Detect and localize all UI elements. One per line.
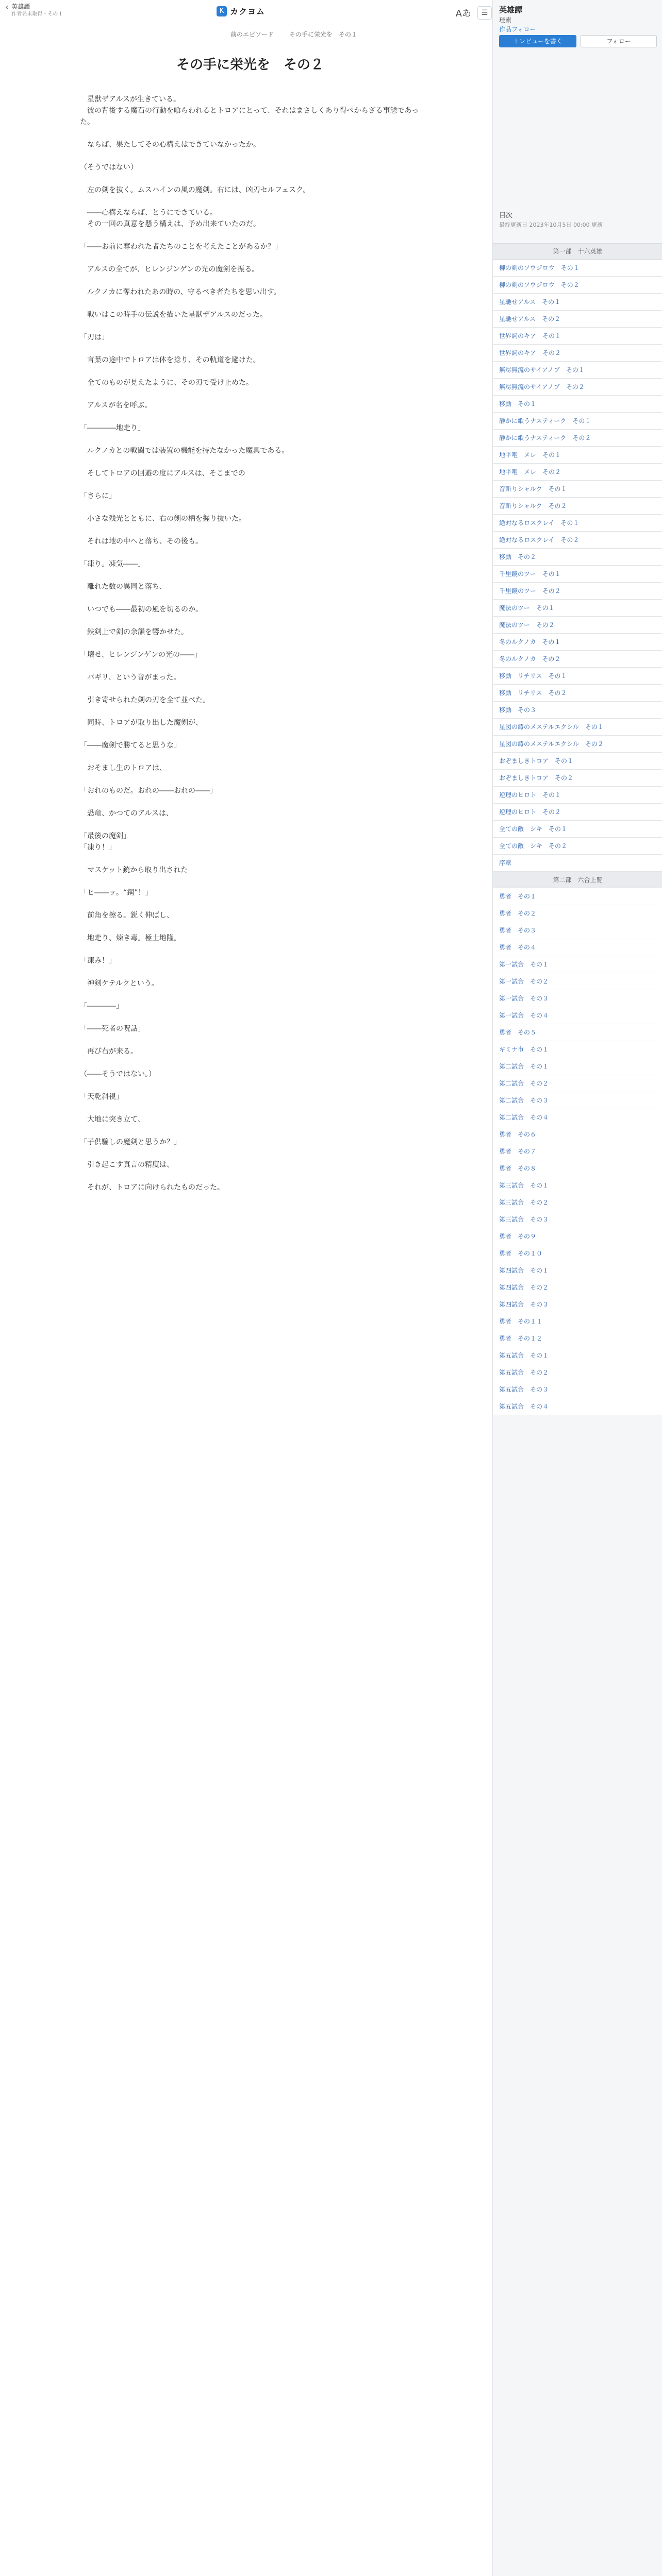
body-paragraph: 「――――地走り」 xyxy=(80,424,145,432)
body-paragraph: 「壊せ、ヒレンジンゲンの光の――」 xyxy=(80,651,202,659)
body-paragraph: ならば、果たしてその心構えはできていなかったか。 xyxy=(80,141,260,149)
body-paragraph xyxy=(80,479,420,490)
body-paragraph xyxy=(80,638,420,649)
toc-episode-link[interactable]: 第一試合 その１ xyxy=(493,956,662,973)
toc-episode-link[interactable]: 移動 その３ xyxy=(493,702,662,719)
last-updated: 最終更新日 2023年10月5日 00:00 更新 xyxy=(499,222,603,228)
body-paragraph xyxy=(80,592,420,604)
body-paragraph xyxy=(80,819,420,831)
body-paragraph xyxy=(80,1080,420,1091)
body-paragraph: 「子供騙しの魔剣と思うか？」 xyxy=(80,1138,181,1146)
toc-episode-link[interactable]: 移動 その１ xyxy=(493,396,662,413)
follow-button[interactable]: フォロー xyxy=(581,35,657,47)
prev-episode-link[interactable]: 前のエピソード xyxy=(230,31,274,38)
body-paragraph: 地走り、煉き毒。極土地隆。 xyxy=(80,934,181,942)
body-paragraph: そしてトロアの回避の度にアルスは、そこまでの xyxy=(80,469,245,478)
toc-episode-link[interactable]: 柳の剣のソウジロウ その１ xyxy=(493,260,662,277)
body-paragraph xyxy=(80,252,420,264)
body-paragraph xyxy=(80,1012,420,1023)
toc-episode-link[interactable]: 勇者 その１ xyxy=(493,888,662,905)
toc-episode-link[interactable]: 地平咆 メレ その１ xyxy=(493,447,662,464)
episode-content xyxy=(80,54,420,1193)
toc-episode-link[interactable]: 星図の鋳のメステルエクシル その２ xyxy=(493,736,662,753)
body-paragraph xyxy=(80,1103,420,1114)
episode-body xyxy=(80,94,420,1193)
body-paragraph: 「刃は」 xyxy=(80,333,109,342)
toc-episode-link[interactable]: 第四試合 その３ xyxy=(493,1296,662,1313)
body-paragraph: 「さらに」 xyxy=(80,492,116,500)
toc-episode-link[interactable]: 地平咆 メレ その２ xyxy=(493,464,662,481)
body-paragraph: 彼の背後する魔石の行動を喰らわれるとトロアにとって、それはまさしくあり得べからざる事態であった。 xyxy=(80,107,419,126)
body-paragraph xyxy=(80,967,420,978)
toc-episode-link[interactable]: 絶対なるロスクレイ その２ xyxy=(493,532,662,549)
follow-count[interactable]: 作品フォロー xyxy=(499,26,536,33)
body-paragraph: 恐竜、かつてのアルスは、 xyxy=(80,809,174,818)
body-paragraph: ルクノカに奪われたあの時の、守るべき者たちを思い出す。 xyxy=(80,288,281,296)
body-paragraph xyxy=(80,899,420,910)
toc-episode-link[interactable]: 千里鏡のツー その１ xyxy=(493,566,662,583)
toc-episode-link[interactable]: 勇者 その１２ xyxy=(493,1330,662,1347)
toc-episode-link[interactable]: 第二試合 その１ xyxy=(493,1058,662,1075)
toc-episode-link[interactable]: おぞましきトロア その２ xyxy=(493,770,662,787)
toc-episode-link[interactable]: 星馳せアルス その１ xyxy=(493,294,662,311)
toc-episode-link[interactable]: 第五試合 その４ xyxy=(493,1398,662,1415)
body-paragraph xyxy=(80,1171,420,1182)
toc-episode-link[interactable]: 第五試合 その２ xyxy=(493,1364,662,1381)
body-paragraph: 「最後の魔剣」 xyxy=(80,832,130,840)
work-author: 作者名未取得・その１ xyxy=(11,11,63,17)
body-paragraph xyxy=(80,230,420,241)
body-paragraph: 神剣ケテルクという。 xyxy=(80,979,159,988)
toc-episode-link[interactable]: 第一試合 その４ xyxy=(493,1007,662,1024)
body-paragraph xyxy=(80,796,420,808)
toc-episode-link[interactable]: 逆理のヒロト その２ xyxy=(493,804,662,821)
toc-episode-link[interactable]: 絶対なるロスクレイ その１ xyxy=(493,515,662,532)
body-paragraph xyxy=(80,1035,420,1046)
menu-icon[interactable]: ☰ xyxy=(477,6,492,20)
toc-episode-link[interactable]: 第三試合 その３ xyxy=(493,1211,662,1228)
body-paragraph: 「凍り！」 xyxy=(80,843,116,852)
sidebar xyxy=(492,0,662,2576)
body-paragraph: ルクノカとの戦闘では装置の機能を持たなかった魔具である。 xyxy=(80,447,289,455)
body-paragraph: アルスの全てが、ヒレンジンゲンの光の魔剣を振る。 xyxy=(80,265,259,274)
text-settings-button[interactable]: Aあ xyxy=(455,8,471,19)
body-paragraph: それは地の中へと落ち、その後も。 xyxy=(80,537,203,546)
body-paragraph xyxy=(80,388,420,400)
body-paragraph: （そうではない） xyxy=(80,163,138,172)
toc-episode-link[interactable]: 勇者 その２ xyxy=(493,905,662,922)
toc-episode-link[interactable]: 魔法のツー その２ xyxy=(493,617,662,634)
toc-episode-link[interactable]: 静かに歌うナスティーク その２ xyxy=(493,430,662,447)
body-paragraph: （――そうではない。） xyxy=(80,1070,156,1078)
body-paragraph: その一回の真意を懸う構えは、予め出来ていたのだ。 xyxy=(80,220,260,228)
body-paragraph: 「おれのものだ。おれの――おれの――」 xyxy=(80,787,217,795)
toc-episode-link[interactable]: 第二試合 その２ xyxy=(493,1075,662,1092)
sidebar-work-title[interactable]: 英雄譚 xyxy=(499,5,523,14)
body-paragraph: 「天乾斜視」 xyxy=(80,1093,123,1101)
toc-episode-link[interactable]: 第四試合 その１ xyxy=(493,1262,662,1279)
toc-episode-link[interactable]: 勇者 その３ xyxy=(493,922,662,939)
body-paragraph: 鉄剣上で剣の余韻を響かせた。 xyxy=(80,628,188,636)
body-paragraph xyxy=(80,320,420,332)
toc-episode-link[interactable]: 勇者 その４ xyxy=(493,939,662,956)
toc-episode-link[interactable]: 第三試合 その１ xyxy=(493,1177,662,1194)
body-paragraph xyxy=(80,343,420,354)
body-paragraph xyxy=(80,751,420,762)
body-paragraph xyxy=(80,1057,420,1069)
toc-episode-link[interactable]: 逆理のヒロト その１ xyxy=(493,787,662,804)
body-paragraph: 戦いはこの時手の伝説を描いた星獣ザアルスのだった。 xyxy=(80,311,268,319)
body-paragraph xyxy=(80,502,420,513)
work-header[interactable] xyxy=(5,3,63,18)
episode-navigation xyxy=(175,30,412,41)
toc-episode-link[interactable]: 勇者 その５ xyxy=(493,1024,662,1041)
toc-episode-link[interactable]: 冬のルクノカ その２ xyxy=(493,651,662,668)
body-paragraph xyxy=(80,1148,420,1159)
toc-episode-link[interactable]: 世界詞のキア その２ xyxy=(493,345,662,362)
toc-episode-link[interactable]: 全ての敵 シキ その１ xyxy=(493,821,662,838)
site-name: カクヨム xyxy=(230,7,266,16)
toc-episode-link[interactable]: ギミナ市 その１ xyxy=(493,1041,662,1058)
back-icon[interactable]: ‹ xyxy=(5,2,9,12)
body-paragraph xyxy=(80,660,420,672)
body-paragraph: 言葉の途中でトロアは体を捻り、その軌道を避けた。 xyxy=(80,356,260,364)
body-paragraph xyxy=(80,1125,420,1137)
body-paragraph: ――心構えならば、とうにできている。 xyxy=(80,209,217,217)
body-paragraph: 「凍り。凍気――」 xyxy=(80,560,145,568)
toc-episode-link[interactable]: 第一試合 その２ xyxy=(493,973,662,990)
body-paragraph: 「――――」 xyxy=(80,1002,123,1010)
toc-episode-link[interactable]: 第五試合 その３ xyxy=(493,1381,662,1398)
body-paragraph: 前角を擦る。鋭く伸ばし、 xyxy=(80,911,174,920)
write-review-button[interactable]: ＋レビューを書く xyxy=(499,35,576,47)
toc-episode-link[interactable]: 勇者 その１１ xyxy=(493,1313,662,1330)
toc-episode-link[interactable]: 第四試合 その２ xyxy=(493,1279,662,1296)
body-paragraph: 星獣ザアルスが生きている。 xyxy=(80,95,181,104)
body-paragraph: 「――魔剣で勝てると思うな」 xyxy=(80,741,181,750)
body-paragraph xyxy=(80,128,420,139)
body-paragraph: おそまし生のトロアは、 xyxy=(80,764,167,772)
body-paragraph xyxy=(80,615,420,626)
toc-episode-link[interactable]: 音斬りシャルク その１ xyxy=(493,481,662,498)
toc-episode-link[interactable]: 第二試合 その４ xyxy=(493,1109,662,1126)
body-paragraph: 小さな残光とともに、右の剣の柄を握り抜いた。 xyxy=(80,515,246,523)
body-paragraph xyxy=(80,683,420,694)
body-paragraph: 「凍み！」 xyxy=(80,957,116,965)
toc-episode-link[interactable]: 星図の鋳のメステルエクシル その１ xyxy=(493,719,662,736)
body-paragraph xyxy=(80,298,420,309)
body-paragraph: 全てのものが見えたように、その刃で受け止めた。 xyxy=(80,379,253,387)
body-paragraph: 左の剣を抜く。ムスハインの風の魔剣。右には、凶刃セルフェスク。 xyxy=(80,186,310,194)
toc-episode-link[interactable]: 第三試合 その２ xyxy=(493,1194,662,1211)
body-paragraph xyxy=(80,366,420,377)
toc-episode-link[interactable]: 勇者 その１０ xyxy=(493,1245,662,1262)
body-paragraph xyxy=(80,876,420,887)
toc-episode-link[interactable]: 千里鏡のツー その２ xyxy=(493,583,662,600)
toc-episode-link[interactable]: 移動 リチリス その１ xyxy=(493,668,662,685)
body-paragraph: 「ヒ――ッ。“鋼”！」 xyxy=(80,889,153,897)
table-of-contents xyxy=(493,243,662,1415)
body-paragraph xyxy=(80,706,420,717)
toc-episode-link[interactable]: 勇者 その９ xyxy=(493,1228,662,1245)
body-paragraph: 引き寄せられた剣の刃を全て並べた。 xyxy=(80,696,210,704)
toc-episode-link[interactable]: 静かに歌うナスティーク その１ xyxy=(493,413,662,430)
body-paragraph: バギリ、という音がまった。 xyxy=(80,673,181,682)
toc-episode-link[interactable]: 魔法のツー その１ xyxy=(493,600,662,617)
body-paragraph xyxy=(80,921,420,933)
body-paragraph: いつでも――最初の風を切るのか。 xyxy=(80,605,203,614)
kakuyomu-logo-icon: K xyxy=(217,6,227,16)
toc-episode-link[interactable]: 勇者 その７ xyxy=(493,1143,662,1160)
toc-episode-link[interactable]: 星馳せアルス その２ xyxy=(493,311,662,328)
body-paragraph: 大地に突き立て、 xyxy=(80,1115,145,1124)
toc-heading: 目次 xyxy=(499,212,513,219)
body-paragraph: 再び右が来る。 xyxy=(80,1047,138,1056)
body-paragraph xyxy=(80,411,420,422)
toc-episode-link[interactable]: 柳の剣のソウジロウ その２ xyxy=(493,277,662,294)
chapter-heading: 第一部 十六英雄 xyxy=(493,243,662,260)
work-title[interactable]: 英雄譚 xyxy=(11,3,30,10)
toc-episode-link[interactable]: 移動 リチリス その２ xyxy=(493,685,662,702)
body-paragraph xyxy=(80,456,420,468)
site-logo[interactable] xyxy=(217,5,265,17)
toc-episode-link[interactable]: 第一試合 その３ xyxy=(493,990,662,1007)
body-paragraph xyxy=(80,173,420,184)
body-paragraph xyxy=(80,989,420,1001)
toc-episode-link[interactable]: 第五試合 その１ xyxy=(493,1347,662,1364)
body-paragraph xyxy=(80,547,420,558)
current-episode-label: その手に栄光を その１ xyxy=(289,31,358,38)
chapter-heading: 第二部 六合上覧 xyxy=(493,872,662,888)
body-paragraph: 「――お前に奪われた者たちのことを考えたことがあるか？」 xyxy=(80,243,282,251)
body-paragraph xyxy=(80,853,420,865)
episode-title: その手に栄光を その２ xyxy=(176,57,324,73)
toc-episode-link[interactable]: 無尽無流のサイアノプ その２ xyxy=(493,379,662,396)
body-paragraph: 「――死者の呪話」 xyxy=(80,1025,145,1033)
body-paragraph: それが、トロアに向けられたものだった。 xyxy=(80,1183,224,1192)
toc-episode-link[interactable]: 序章 xyxy=(493,855,662,872)
toc-episode-link[interactable]: 冬のルクノカ その１ xyxy=(493,634,662,651)
body-paragraph xyxy=(80,275,420,286)
body-paragraph xyxy=(80,524,420,536)
body-paragraph: 引き起こす真言の精度は、 xyxy=(80,1161,174,1169)
toc-episode-link[interactable]: 勇者 その８ xyxy=(493,1160,662,1177)
toc-episode-link[interactable]: 音斬りシャルク その２ xyxy=(493,498,662,515)
toc-episode-link[interactable]: 第二試合 その３ xyxy=(493,1092,662,1109)
body-paragraph: マスケット銃から取り出された xyxy=(80,866,188,874)
toc-episode-link[interactable]: おぞましきトロア その１ xyxy=(493,753,662,770)
body-paragraph: 離れた数の異同と落ち、 xyxy=(80,583,167,591)
body-paragraph xyxy=(80,150,420,162)
toc-episode-link[interactable]: 世界詞のキア その１ xyxy=(493,328,662,345)
body-paragraph: 同時、トロアが取り出した魔剣が、 xyxy=(80,719,203,727)
body-paragraph xyxy=(80,944,420,955)
body-paragraph xyxy=(80,570,420,581)
body-paragraph xyxy=(80,434,420,445)
body-paragraph xyxy=(80,728,420,740)
body-paragraph xyxy=(80,774,420,785)
toc-episode-link[interactable]: 無尽無流のサイアノプ その１ xyxy=(493,362,662,379)
body-paragraph xyxy=(80,196,420,207)
sidebar-author[interactable]: 珪素 xyxy=(499,16,512,24)
body-paragraph: アルスが名を呼ぶ。 xyxy=(80,401,152,410)
toc-episode-link[interactable]: 全ての敵 シキ その２ xyxy=(493,838,662,855)
toc-episode-link[interactable]: 移動 その２ xyxy=(493,549,662,566)
toc-episode-link[interactable]: 勇者 その６ xyxy=(493,1126,662,1143)
